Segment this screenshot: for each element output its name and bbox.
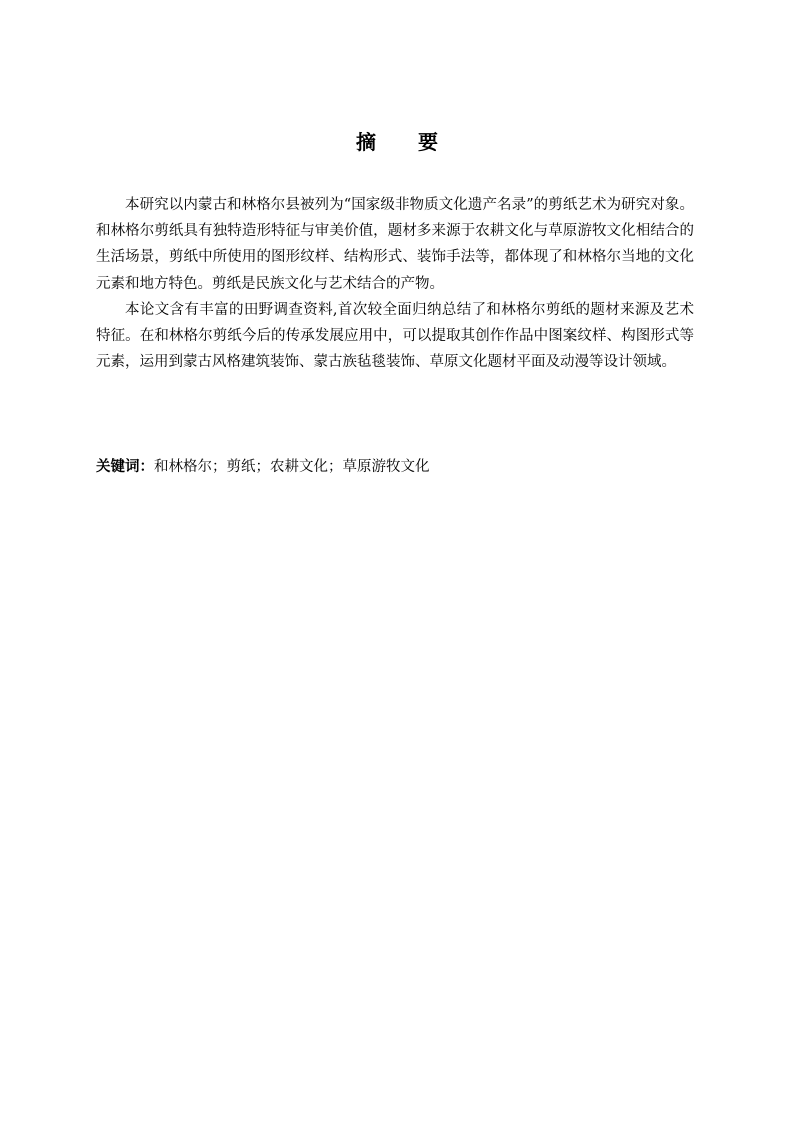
abstract-title-char-2: 要	[418, 130, 438, 154]
abstract-title	[0, 128, 794, 156]
abstract-title-char-1: 摘	[356, 130, 376, 154]
keywords-line	[96, 454, 694, 480]
abstract-body	[96, 192, 694, 375]
keywords-label: 关键词：	[96, 459, 154, 475]
abstract-paragraph-1: 本研究以内蒙古和林格尔县被列为“国家级非物质文化遗产名录”的剪纸艺术为研究对象。和林格尔剪纸具有独特造形特征与审美价值，题材多来源于农耕文化与草原游牧文化相结合的生活场景，剪纸中所使用的图形纹样、结构形式、装饰手法等，都体现了和林格尔当地的文化元素和地方特色。剪纸是民族文化与艺术结合的产物。	[96, 197, 694, 292]
abstract-paragraph-2: 本论文含有丰富的田野调查资料,首次较全面归纳总结了和林格尔剪纸的题材来源及艺术特征。在和林格尔剪纸今后的传承发展应用中，可以提取其创作作品中图案纹样、构图形式等元素，运用到蒙古风格建筑装饰、蒙古族毡毯装饰、草原文化题材平面及动漫等设计领域。	[96, 301, 694, 371]
keywords-value: 和林格尔；剪纸；农耕文化；草原游牧文化	[154, 459, 430, 475]
